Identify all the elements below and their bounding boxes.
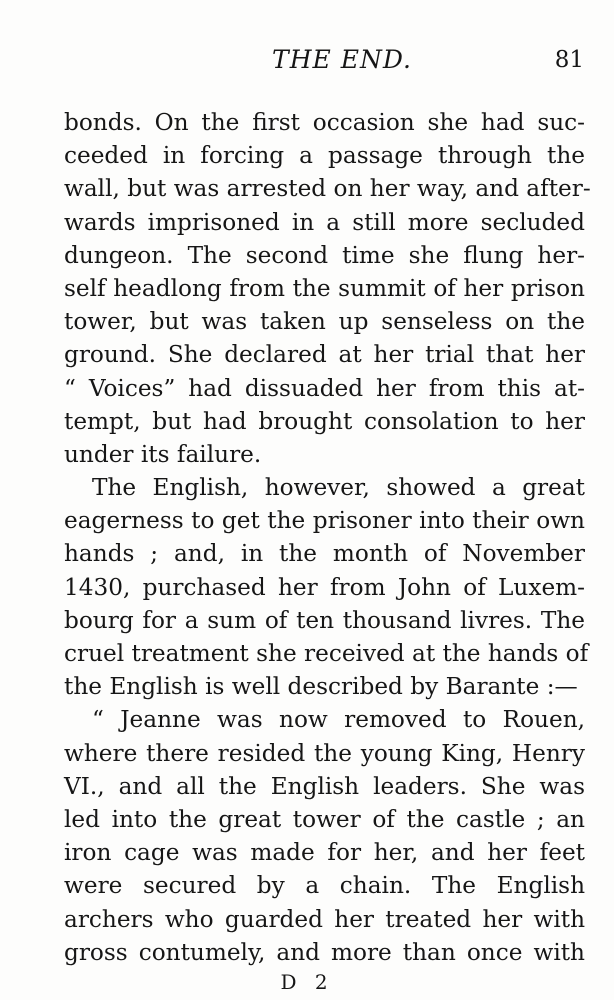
running-title: THE END. — [272, 45, 412, 74]
body-text — [64, 106, 591, 969]
text-line: cruel treatment she received at the hands of — [64, 640, 589, 667]
text-line: self headlong from the summit of her prison — [64, 274, 585, 302]
text-line: led into the great tower of the castle ; an — [64, 805, 585, 833]
text-line: tower, but was taken up senseless on the — [64, 308, 585, 336]
text-line: wards imprisoned in a still more secluded — [64, 208, 585, 236]
text-line: bourg for a sum of ten thousand livres. The — [64, 606, 585, 634]
text-line: where there resided the young King, Henry — [64, 739, 585, 767]
page-number: 81 — [554, 47, 584, 73]
text-line: gross contumely, and more than once with — [64, 938, 585, 966]
text-line: bonds. On the first occasion she had suc- — [64, 109, 585, 136]
text-line: iron cage was made for her, and her feet — [64, 839, 585, 867]
text-line: dungeon. The second time she flung her- — [64, 241, 585, 269]
page-header — [64, 42, 584, 78]
text-line: the English is well described by Barante :— — [64, 673, 578, 701]
text-line: ceeded in forcing a passage through the — [64, 142, 585, 170]
text-line: wall, but was arrested on her way, and after- — [64, 175, 591, 203]
text-line: “ Jeanne was now removed to Rouen, — [92, 706, 585, 734]
text-line: under its failure. — [64, 440, 262, 468]
text-line: archers who guarded her treated her with — [64, 905, 585, 933]
text-line: eagerness to get the prisoner into their own — [64, 507, 585, 535]
text-line: were secured by a chain. The English — [64, 872, 585, 900]
text-line: VI., and all the English leaders. She was — [64, 772, 585, 800]
text-line: 1430, purchased her from John of Luxem- — [64, 573, 585, 601]
text-line: The English, however, showed a great — [92, 474, 585, 502]
signature-mark: D 2 — [280, 970, 334, 994]
text-line: “ Voices” had dissuaded her from this at- — [64, 374, 585, 402]
text-line: ground. She declared at her trial that her — [64, 341, 585, 369]
text-line: hands ; and, in the month of November — [64, 540, 585, 568]
text-line: tempt, but had brought consolation to her — [64, 407, 585, 435]
